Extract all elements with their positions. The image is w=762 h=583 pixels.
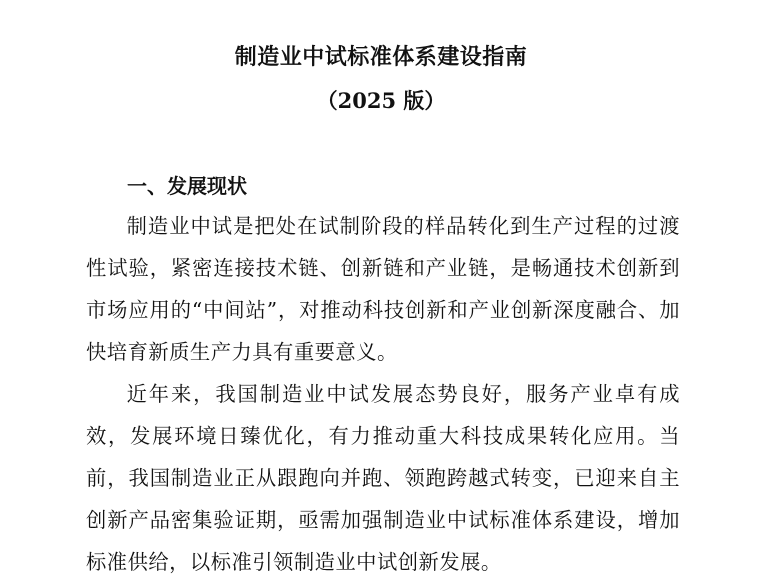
section-heading: 一、发展现状	[127, 174, 247, 198]
document-title: 制造业中试标准体系建设指南	[234, 44, 528, 70]
body-paragraph-2: 近年来，我国制造业中试发展态势良好，服务产业卓有成效，发展环境日臻优化，有力推动重大科技成果转化应用。当前，我国制造业正从跟跑向并跑、领跑跨越式转变，已迎来自主创新产品密集验证期，亟需加强制造业中试标准体系建设，增加标准供给，以标准引领制造业中试创新发展。	[86, 382, 680, 574]
body-paragraph-1: 制造业中试是把处在试制阶段的样品转化到生产过程的过渡性试验，紧密连接技术链、创新链和产业链，是畅通技术创新到市场应用的“中间站”，对推动科技创新和产业创新深度融合、加快培育新质生产力具有重要意义。	[86, 214, 680, 364]
document-subtitle: （2025 版）	[316, 88, 446, 113]
